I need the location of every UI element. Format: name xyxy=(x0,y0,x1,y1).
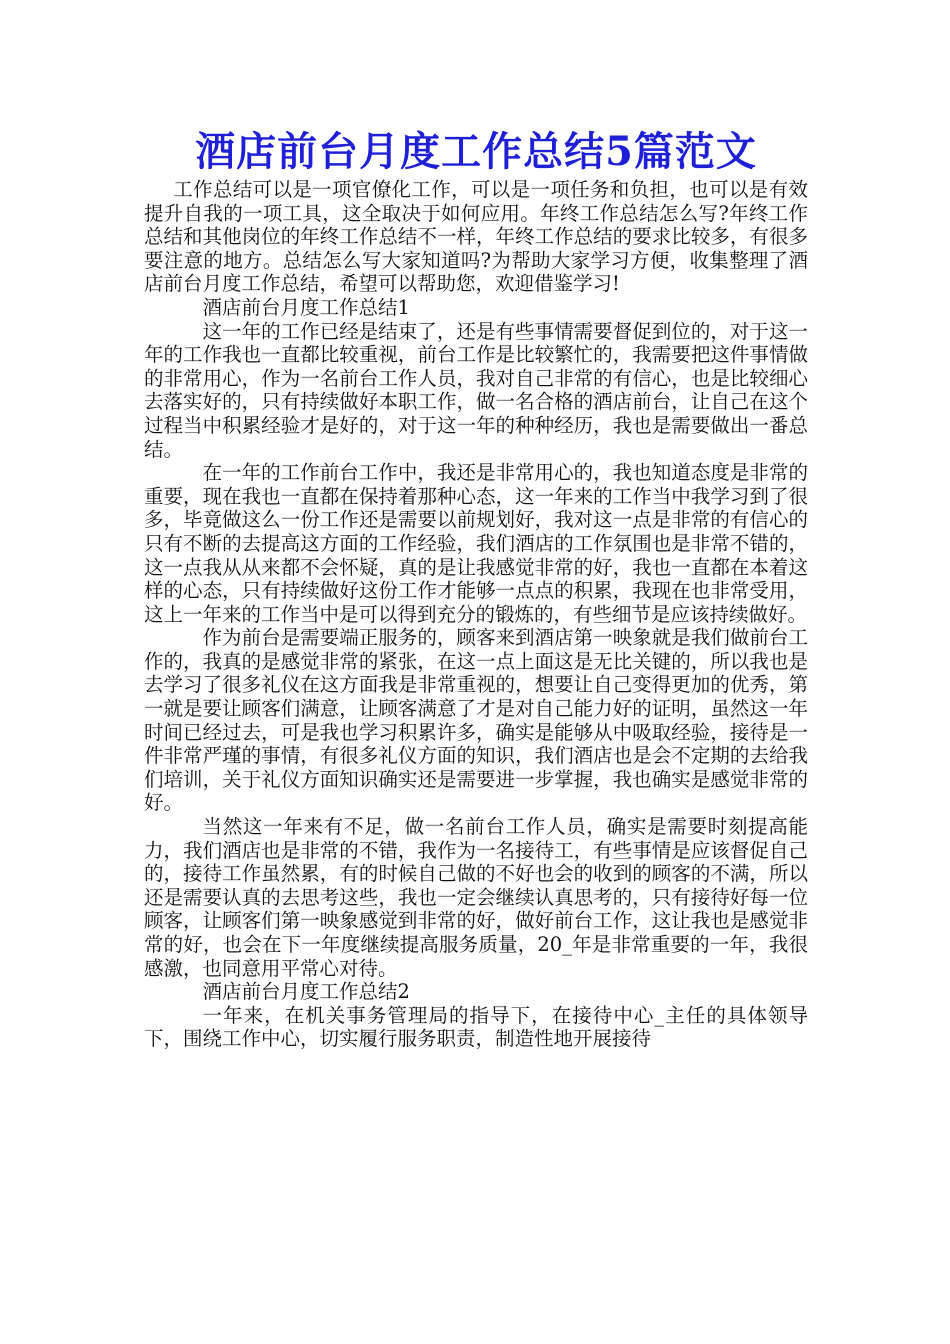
section-1-paragraph-3: 作为前台是需要端正服务的，顾客来到酒店第一映象就是我们做前台工作的，我真的是感觉非常的紧张，在这一点上面这是无比关键的，所以我也是去学习了很多礼仪在这方面我是非常重视的，想要让自己变得更加的优秀，第一就是要让顾客们满意，让顾客满意了才是对自己能力好的证明，虽然这一年时间已经过去，可是我也学习积累许多，确实是能够从中吸取经验，接待是一件非常严瑾的事情，有很多礼仪方面的知识，我们酒店也是会不定期的去给我们培训，关于礼仪方面知识确实还是需要进一步掌握，我也确实是感觉非常的好。 xyxy=(144,626,808,815)
section-heading-2: 酒店前台月度工作总结2 xyxy=(202,980,410,1004)
section-1-paragraph-2: 在一年的工作前台工作中，我还是非常用心的，我也知道态度是非常的重要，现在我也一直都在保持着那种心态，这一年来的工作当中我学习到了很多，毕竟做这么一份工作还是需要以前规划好，我对这一点是非常的有信心的只有不断的去提高这方面的工作经验，我们酒店的工作氛围也是非常不错的，这一点我从从来都不会怀疑，真的是让我感觉非常的好，我也一直都在本着这样的心态，只有持续做好这份工作才能够一点点的积累，我现在也非常受用，这上一年来的工作当中是可以得到充分的锻炼的，有些细节是应该持续做好。 xyxy=(144,461,808,626)
section-1-paragraph-4: 当然这一年来有不足，做一名前台工作人员，确实是需要时刻提高能力，我们酒店也是非常的不错，我作为一名接待工，有些事情是应该督促自己的，接待工作虽然累，有的时候自己做的不好也会的收到的顾客的不满，所以还是需要认真的去思考这些，我也一定会继续认真思考的，只有接待好每一位顾客，让顾客们第一映象感觉到非常的好，做好前台工作，这让我也是感觉非常的好，也会在下一年度继续提高服务质量，20_年是非常重要的一年，我很感激，也同意用平常心对待。 xyxy=(144,815,808,980)
intro-paragraph: 工作总结可以是一项官僚化工作，可以是一项任务和负担，也可以是有效提升自我的一项工具，这全取决于如何应用。年终工作总结怎么写?年终工作总结和其他岗位的年终工作总结不一样，年终工作总结的要求比较多，有很多要注意的地方。总结怎么写大家知道吗?为帮助大家学习方便，收集整理了酒店前台月度工作总结，希望可以帮助您，欢迎借鉴学习! xyxy=(144,178,808,296)
section-1-paragraph-1: 这一年的工作已经是结束了，还是有些事情需要督促到位的，对于这一年的工作我也一直都比较重视，前台工作是比较繁忙的，我需要把这件事情做的非常用心，作为一名前台工作人员，我对自己非常的有信心，也是比较细心去落实好的，只有持续做好本职工作，做一名合格的酒店前台，让自己在这个过程当中积累经验才是好的，对于这一年的种种经历，我也是需要做出一番总结。 xyxy=(144,319,808,461)
document-page xyxy=(144,128,808,1051)
section-2-paragraph-1: 一年来，在机关事务管理局的指导下，在接待中心_主任的具体领导下，围绕工作中心，切实履行服务职责，制造性地开展接待 xyxy=(144,1003,808,1051)
section-heading-1: 酒店前台月度工作总结1 xyxy=(202,295,410,319)
document-title: 酒店前台月度工作总结5篇范文 xyxy=(195,128,757,175)
